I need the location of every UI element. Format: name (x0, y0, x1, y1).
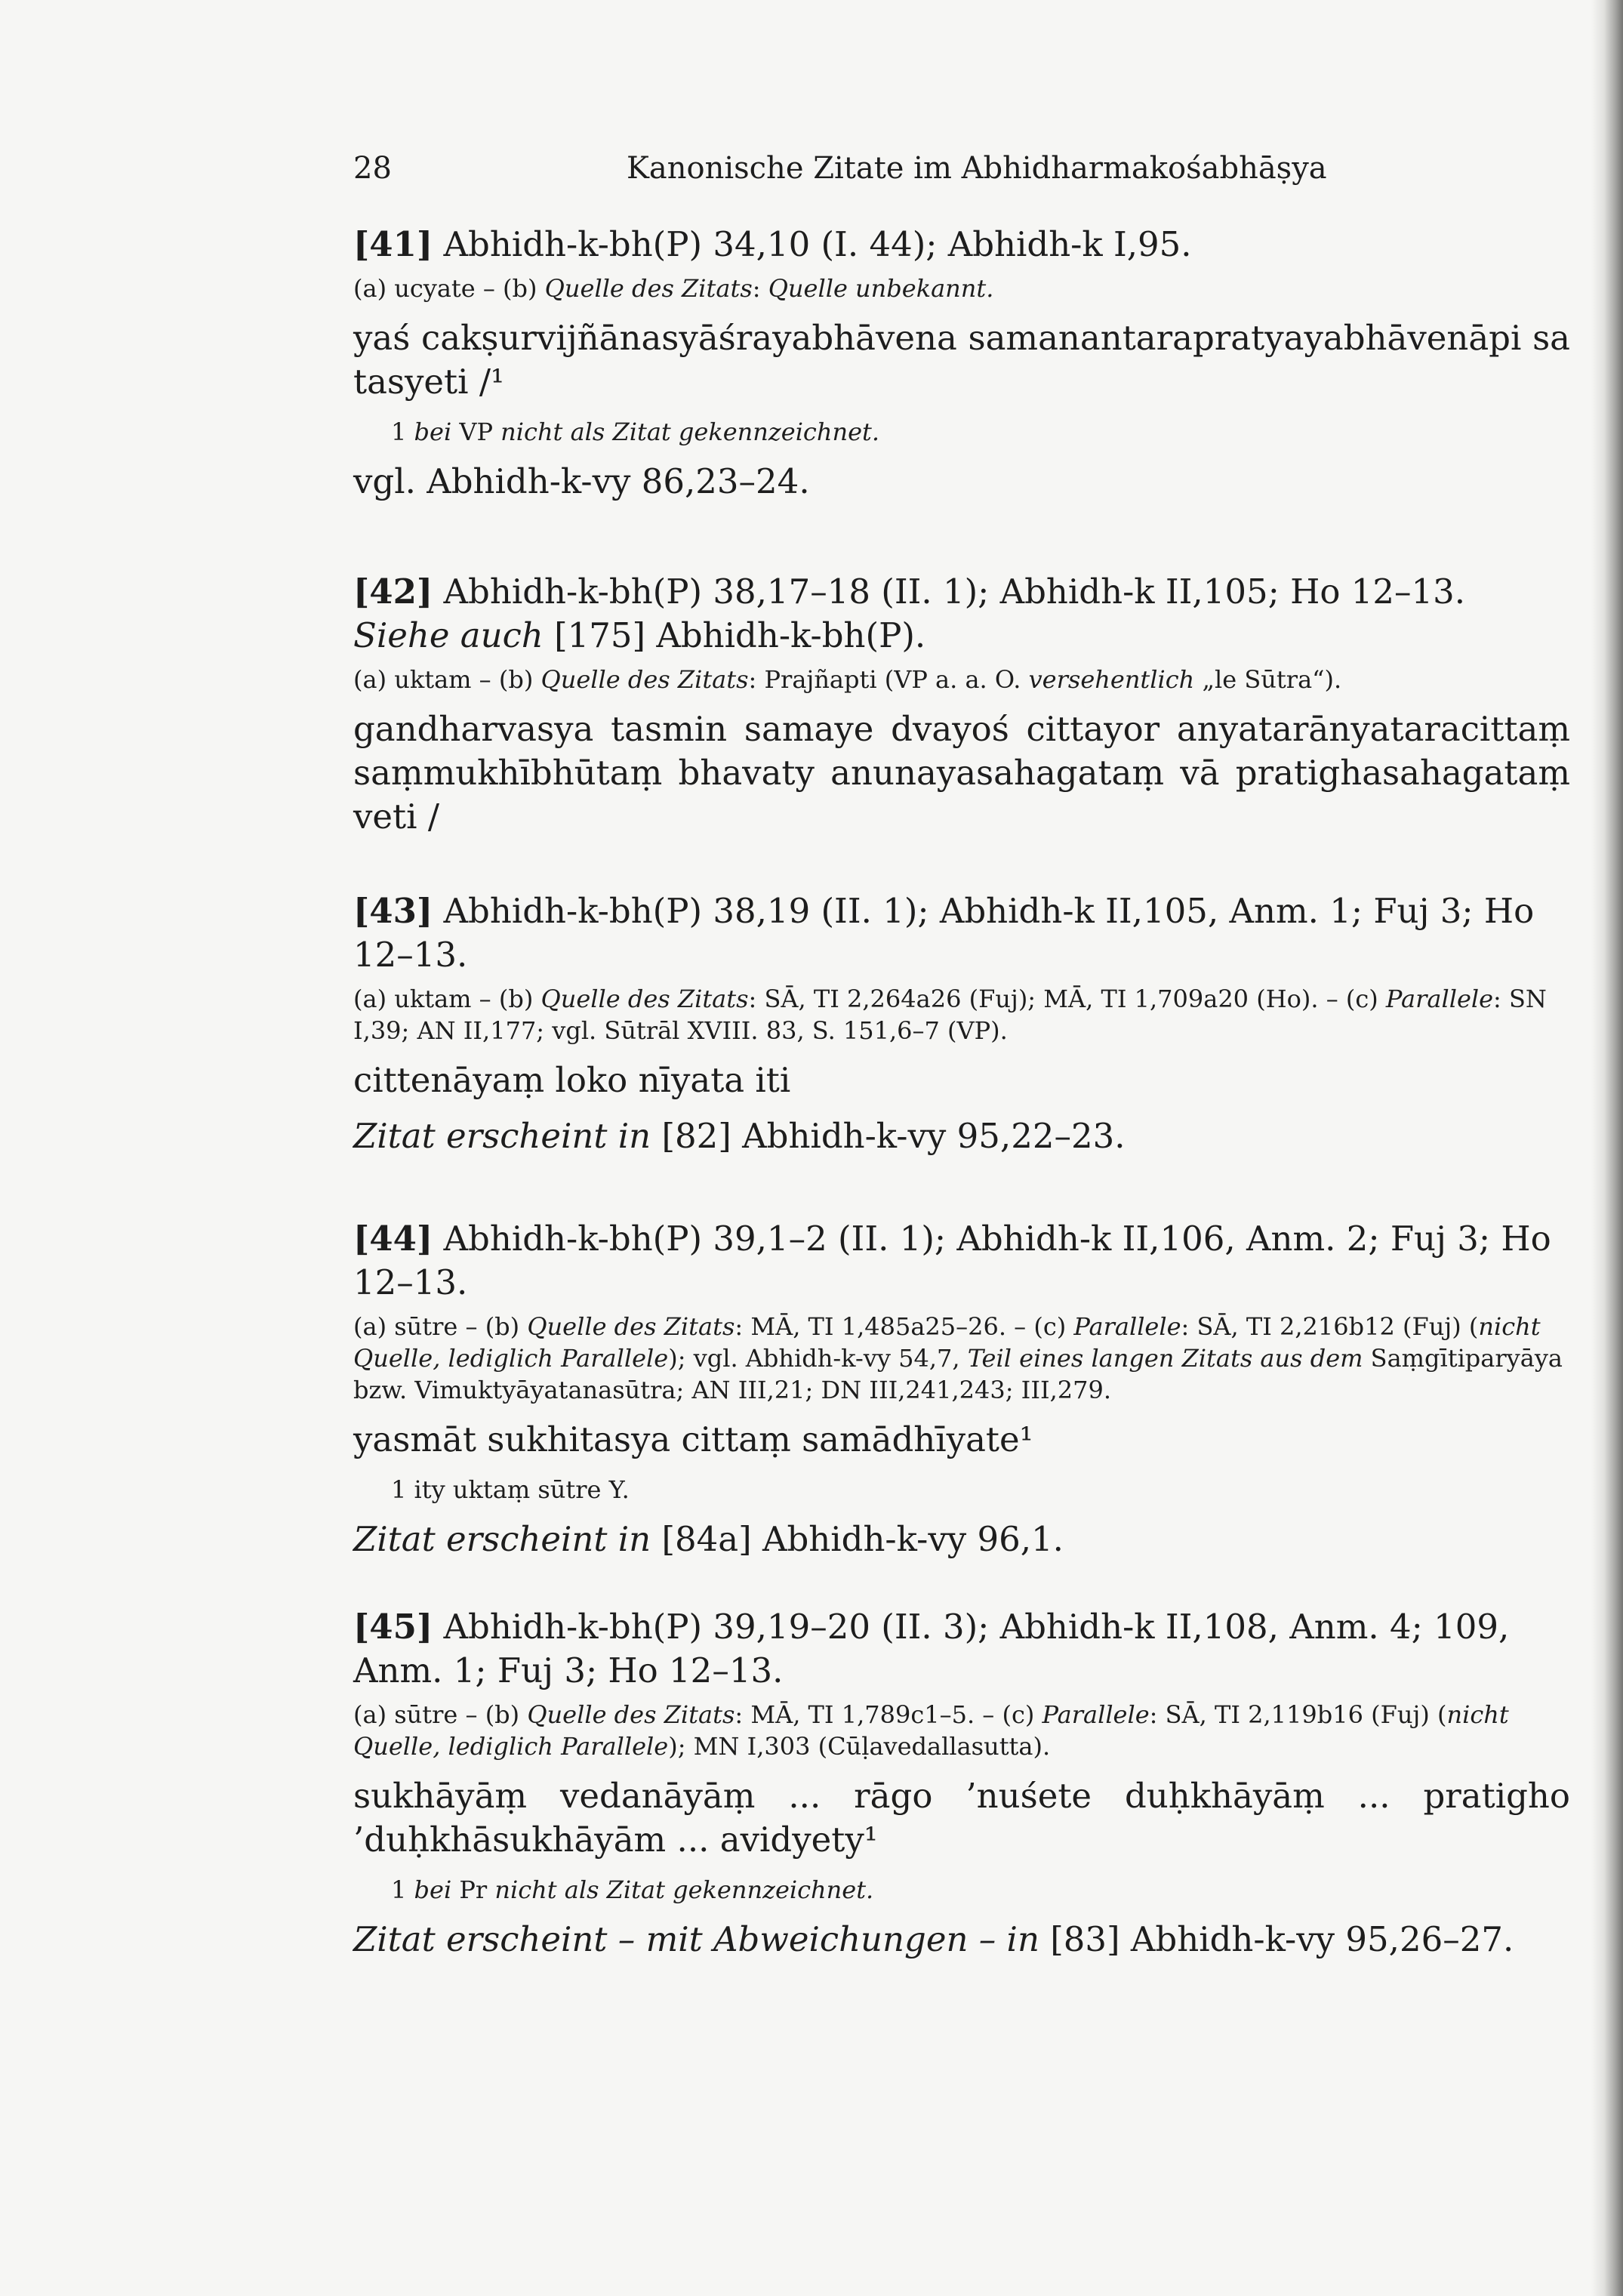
quotation-text: yasmāt sukhitasya cittaṃ samādhīyate¹ (353, 1419, 1033, 1459)
page-number: 28 (353, 151, 392, 186)
cross-reference: Zitat erscheint in [84a] Abhidh-k-vy 96,1. (353, 1519, 1064, 1559)
entry-heading (353, 1605, 1570, 1693)
entry-heading: [42] Abhidh-k-bh(P) 38,17–18 (II. 1); Abhidh-k II,105; Ho 12–13. Siehe auch [175] Abhidh-k-bh(P). (353, 572, 1466, 655)
entry-apparatus: (a) sūtre – (b) Quelle des Zitats: MĀ, TI 1,789c1–5. – (c) Parallele: SĀ, TI 2,119b16 (Fuj) (nicht Quelle, lediglich Parallele); MN I,303 (Cūḷavedallasutta). (353, 1700, 1509, 1761)
quotation-text: cittenāyaṃ loko nīyata iti (353, 1060, 791, 1100)
entry-apparatus: (a) sūtre – (b) Quelle des Zitats: MĀ, TI 1,485a25–26. – (c) Parallele: SĀ, TI 2,216b12 (Fuj) (nicht Quelle, lediglich Parallele); vgl. Abhidh-k-vy 54,7, Teil eines langen Zitats aus dem Saṃgītiparyāya bzw. Vimuktyāyatanasūtra; AN III,21; DN III,241,243; III,279. (353, 1312, 1563, 1404)
entry-reference: Abhidh-k-bh(P) 39,19–20 (II. 3); Abhidh-k II,108, Anm. 4; 109, Anm. 1; Fuj 3; Ho 12–13. (353, 1607, 1510, 1690)
entry-number: [41] (353, 224, 433, 264)
footnote: 1 bei VP nicht als Zitat gekennzeichnet. (391, 418, 880, 446)
entry-heading (353, 889, 1570, 977)
entry-41 (353, 223, 1570, 504)
entry-number: [42] (353, 572, 433, 612)
entry-number: [44] (353, 1219, 433, 1259)
entry-heading (353, 223, 1570, 267)
cross-reference: Zitat erscheint – mit Abweichungen – in [83] Abhidh-k-vy 95,26–27. (353, 1919, 1514, 1959)
quotation-text: sukhāyāṃ vedanāyāṃ ... rāgo ’nuśete duḥkhāyāṃ ... pratigho ’duḥkhāsukhāyām ... avidyety¹ (353, 1776, 1570, 1860)
entry-reference: Abhidh-k-bh(P) 34,10 (I. 44); Abhidh-k I,95. (443, 224, 1192, 264)
entry-44 (353, 1217, 1570, 1561)
entry-apparatus: (a) uktam – (b) Quelle des Zitats: SĀ, TI 2,264a26 (Fuj); MĀ, TI 1,709a20 (Ho). – (c) Parallele: SN I,39; AN II,177; vgl. Sūtrāl XVIII. 83, S. 151,6–7 (VP). (353, 985, 1547, 1045)
page-header (0, 151, 1623, 196)
page-edge-shadow (1591, 0, 1623, 2296)
entry-45 (353, 1605, 1570, 1962)
footnote: 1 ity uktaṃ sūtre Y. (391, 1475, 630, 1504)
entry-reference: Abhidh-k-bh(P) 38,19 (II. 1); Abhidh-k II,105, Anm. 1; Fuj 3; Ho 12–13. (353, 891, 1535, 975)
entry-reference: Abhidh-k-bh(P) 38,17–18 (II. 1); Abhidh-k II,105; Ho 12–13. (443, 572, 1466, 612)
running-title: Kanonische Zitate im Abhidharmakośabhāṣya (627, 151, 1327, 186)
entry-number: [43] (353, 891, 433, 931)
entry-apparatus: (a) ucyate – (b) Quelle des Zitats: Quelle unbekannt. (353, 274, 994, 303)
entry-apparatus: (a) uktam – (b) Quelle des Zitats: Prajñapti (VP a. a. O. versehentlich „le Sūtra“). (353, 665, 1342, 694)
entry-heading (353, 1217, 1570, 1305)
entry-number: [45] (353, 1607, 433, 1647)
entry-reference: Abhidh-k-bh(P) 39,1–2 (II. 1); Abhidh-k II,106, Anm. 2; Fuj 3; Ho 12–13. (353, 1219, 1551, 1302)
cross-reference: Zitat erscheint in [82] Abhidh-k-vy 95,22–23. (353, 1116, 1126, 1156)
entry-42 (353, 570, 1570, 839)
entry-43 (353, 889, 1570, 1158)
quotation-text: gandharvasya tasmin samaye dvayoś cittayor anyatarānyataracittaṃ saṃmukhībhūtaṃ bhavaty anunayasahagataṃ vā pratighasahagataṃ veti / (353, 709, 1570, 837)
quotation-text: yaś cakṣurvijñānasyāśrayabhāvena samanantarapratyayabhāvenāpi sa tasyeti /¹ (353, 318, 1570, 402)
cross-reference: vgl. Abhidh-k-vy 86,23–24. (353, 461, 810, 501)
footnote: 1 bei Pr nicht als Zitat gekennzeichnet. (391, 1875, 874, 1904)
